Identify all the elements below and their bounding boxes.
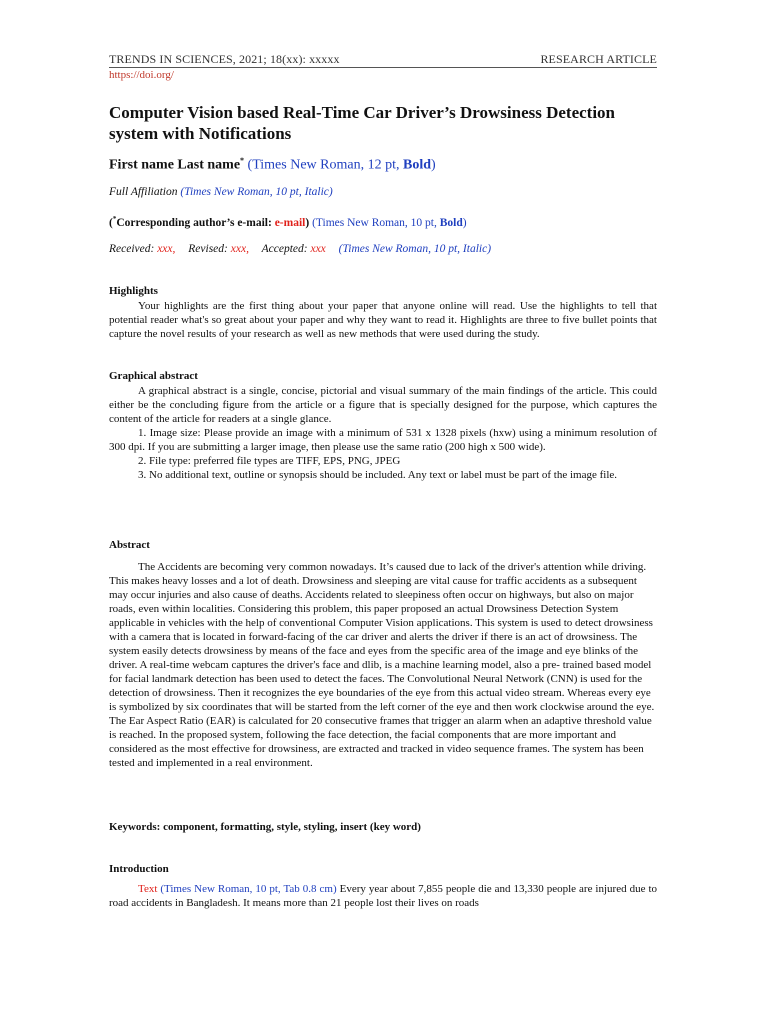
author-line bbox=[109, 156, 657, 174]
received-value: xxx, bbox=[157, 243, 176, 255]
corresponding-label: Corresponding author’s e-mail: bbox=[116, 216, 272, 229]
author-mark: * bbox=[240, 156, 245, 165]
paper-title: Computer Vision based Real-Time Car Driver’s Drowsiness Detection system with Notifications bbox=[109, 103, 616, 143]
author-format-close: ) bbox=[431, 157, 436, 173]
doi-link[interactable]: https://doi.org/ bbox=[109, 69, 174, 81]
affiliation-label: Full Affiliation bbox=[109, 186, 178, 198]
dates-line bbox=[109, 243, 657, 255]
highlights-heading: Highlights bbox=[109, 285, 158, 297]
article-type: RESEARCH ARTICLE bbox=[540, 52, 657, 66]
corresponding-email[interactable]: e-mail bbox=[274, 216, 306, 229]
intro-text-label: Text bbox=[138, 883, 158, 895]
accepted-label: Accepted: bbox=[261, 243, 308, 255]
author-format-note bbox=[248, 158, 436, 173]
revised-label: Revised: bbox=[188, 243, 228, 255]
abstract-heading: Abstract bbox=[109, 539, 150, 551]
introduction-text bbox=[109, 882, 657, 910]
affiliation-format-note: (Times New Roman, 10 pt, Italic) bbox=[180, 186, 333, 198]
graphical-abstract-intro: A graphical abstract is a single, concise, pictorial and visual summary of the main findings of the article. This could either be the concluding figure from the article or a figure that is specially designed for the purpose, which captures the content of the article for readers at a single glance. bbox=[109, 385, 657, 425]
corresponding-format-close: ) bbox=[462, 216, 467, 229]
graphical-abstract-body bbox=[109, 384, 657, 482]
corresponding-format-open: (Times New Roman, 10 pt, bbox=[312, 216, 440, 229]
corresponding-format-bold: Bold bbox=[439, 216, 463, 229]
accepted-value: xxx bbox=[310, 243, 326, 255]
corresponding-format-note bbox=[312, 217, 467, 229]
corresponding-author-line bbox=[109, 215, 657, 229]
author-format-open: (Times New Roman, 12 pt, bbox=[247, 157, 403, 173]
graphical-abstract-item: 3. No additional text, outline or synopsis should be included. Any text or label must be part of the image file. bbox=[138, 469, 618, 481]
dates-format-note: (Times New Roman, 10 pt, Italic) bbox=[338, 243, 492, 255]
corresponding-mark: * bbox=[112, 215, 117, 223]
abstract-text: The Accidents are becoming very common nowadays. It’s caused due to lack of the driver's attention while driving. This makes heavy losses and a lot of death. Drowsiness and sleeping are vital cause for traffic accidents as a subsequent may occur injuries and also cause of deaths. Accidents related to sleepiness often occur on highways, but also on major roads, even within localities. Considering this problem, this paper proposed an actual Drowsiness Detection System applicable in vehicles with the help of conventional Computer Vision applications. This system is used to detect drowsiness with a camera that is located in forward-facing of the car driver and alerts the driver if there is an act of drowsiness. The system easily detects drowsiness by means of the face and eyes from the specific area of the image and eye blinks of the driver. A real-time webcam captures the driver's face and dlib, is a machine learning model, also a pre- trained based model for facial landmark detection has been used to detect the faces. The Convolutional Neural Network (CNN) is used for the detection of drowsiness. Then it recognizes the eye boundaries of the eye from this actual video stream. Whereas every eye is symbolized by six coordinates that will be started from the left corner of the eye and then work clockwise around the eye. The Ear Aspect Ratio (EAR) is calculated for 20 consecutive frames that trigger an alarm when an adaptive threshold value is reached. In the proposed system, following the face detection, the facial components that are more important and considered as the most effective for drowsiness, are extracted and tracked in video sequence frames. The system has been tested and implemented in a real environment. bbox=[109, 561, 655, 769]
author-name: First name Last name bbox=[109, 157, 241, 173]
header-rule bbox=[109, 67, 657, 68]
intro-format-note: (Times New Roman, 10 pt, Tab 0.8 cm) bbox=[160, 883, 337, 895]
author-format-bold: Bold bbox=[402, 157, 431, 173]
highlights-text: Your highlights are the first thing about your paper that anyone online will read. Use the highlights to tell that potential reader what's so great about your paper and why they want to read it. Highlights are three to five bullet points that capture the novel results of your research as well as new methods that were used during the study. bbox=[109, 300, 657, 340]
journal-citation: TRENDS IN SCIENCES, 2021; 18(xx): xxxxx bbox=[109, 52, 340, 66]
affiliation-line bbox=[109, 186, 657, 198]
keywords-line: Keywords: component, formatting, style, styling, insert (key word) bbox=[109, 821, 421, 833]
graphical-abstract-item: 1. Image size: Please provide an image with a minimum of 531 x 1328 pixels (hxw) using a minimum resolution of 300 dpi. If you are submitting a larger image, then please use the same ratio (200 high x 500 wide). bbox=[109, 427, 657, 453]
introduction-heading: Introduction bbox=[109, 863, 169, 875]
revised-value: xxx, bbox=[230, 243, 249, 255]
received-label: Received: bbox=[109, 243, 155, 255]
graphical-abstract-item: 2. File type: preferred file types are TIFF, EPS, PNG, JPEG bbox=[138, 455, 401, 467]
graphical-abstract-heading: Graphical abstract bbox=[109, 370, 198, 382]
intro-body: Every year about 7,855 people die and 13,330 people are injured due to road accidents in Bangladesh. It means more than 21 people lost their lives on roads bbox=[109, 883, 657, 909]
corresponding-open: ( bbox=[109, 216, 113, 229]
corresponding-close: ) bbox=[305, 216, 310, 229]
